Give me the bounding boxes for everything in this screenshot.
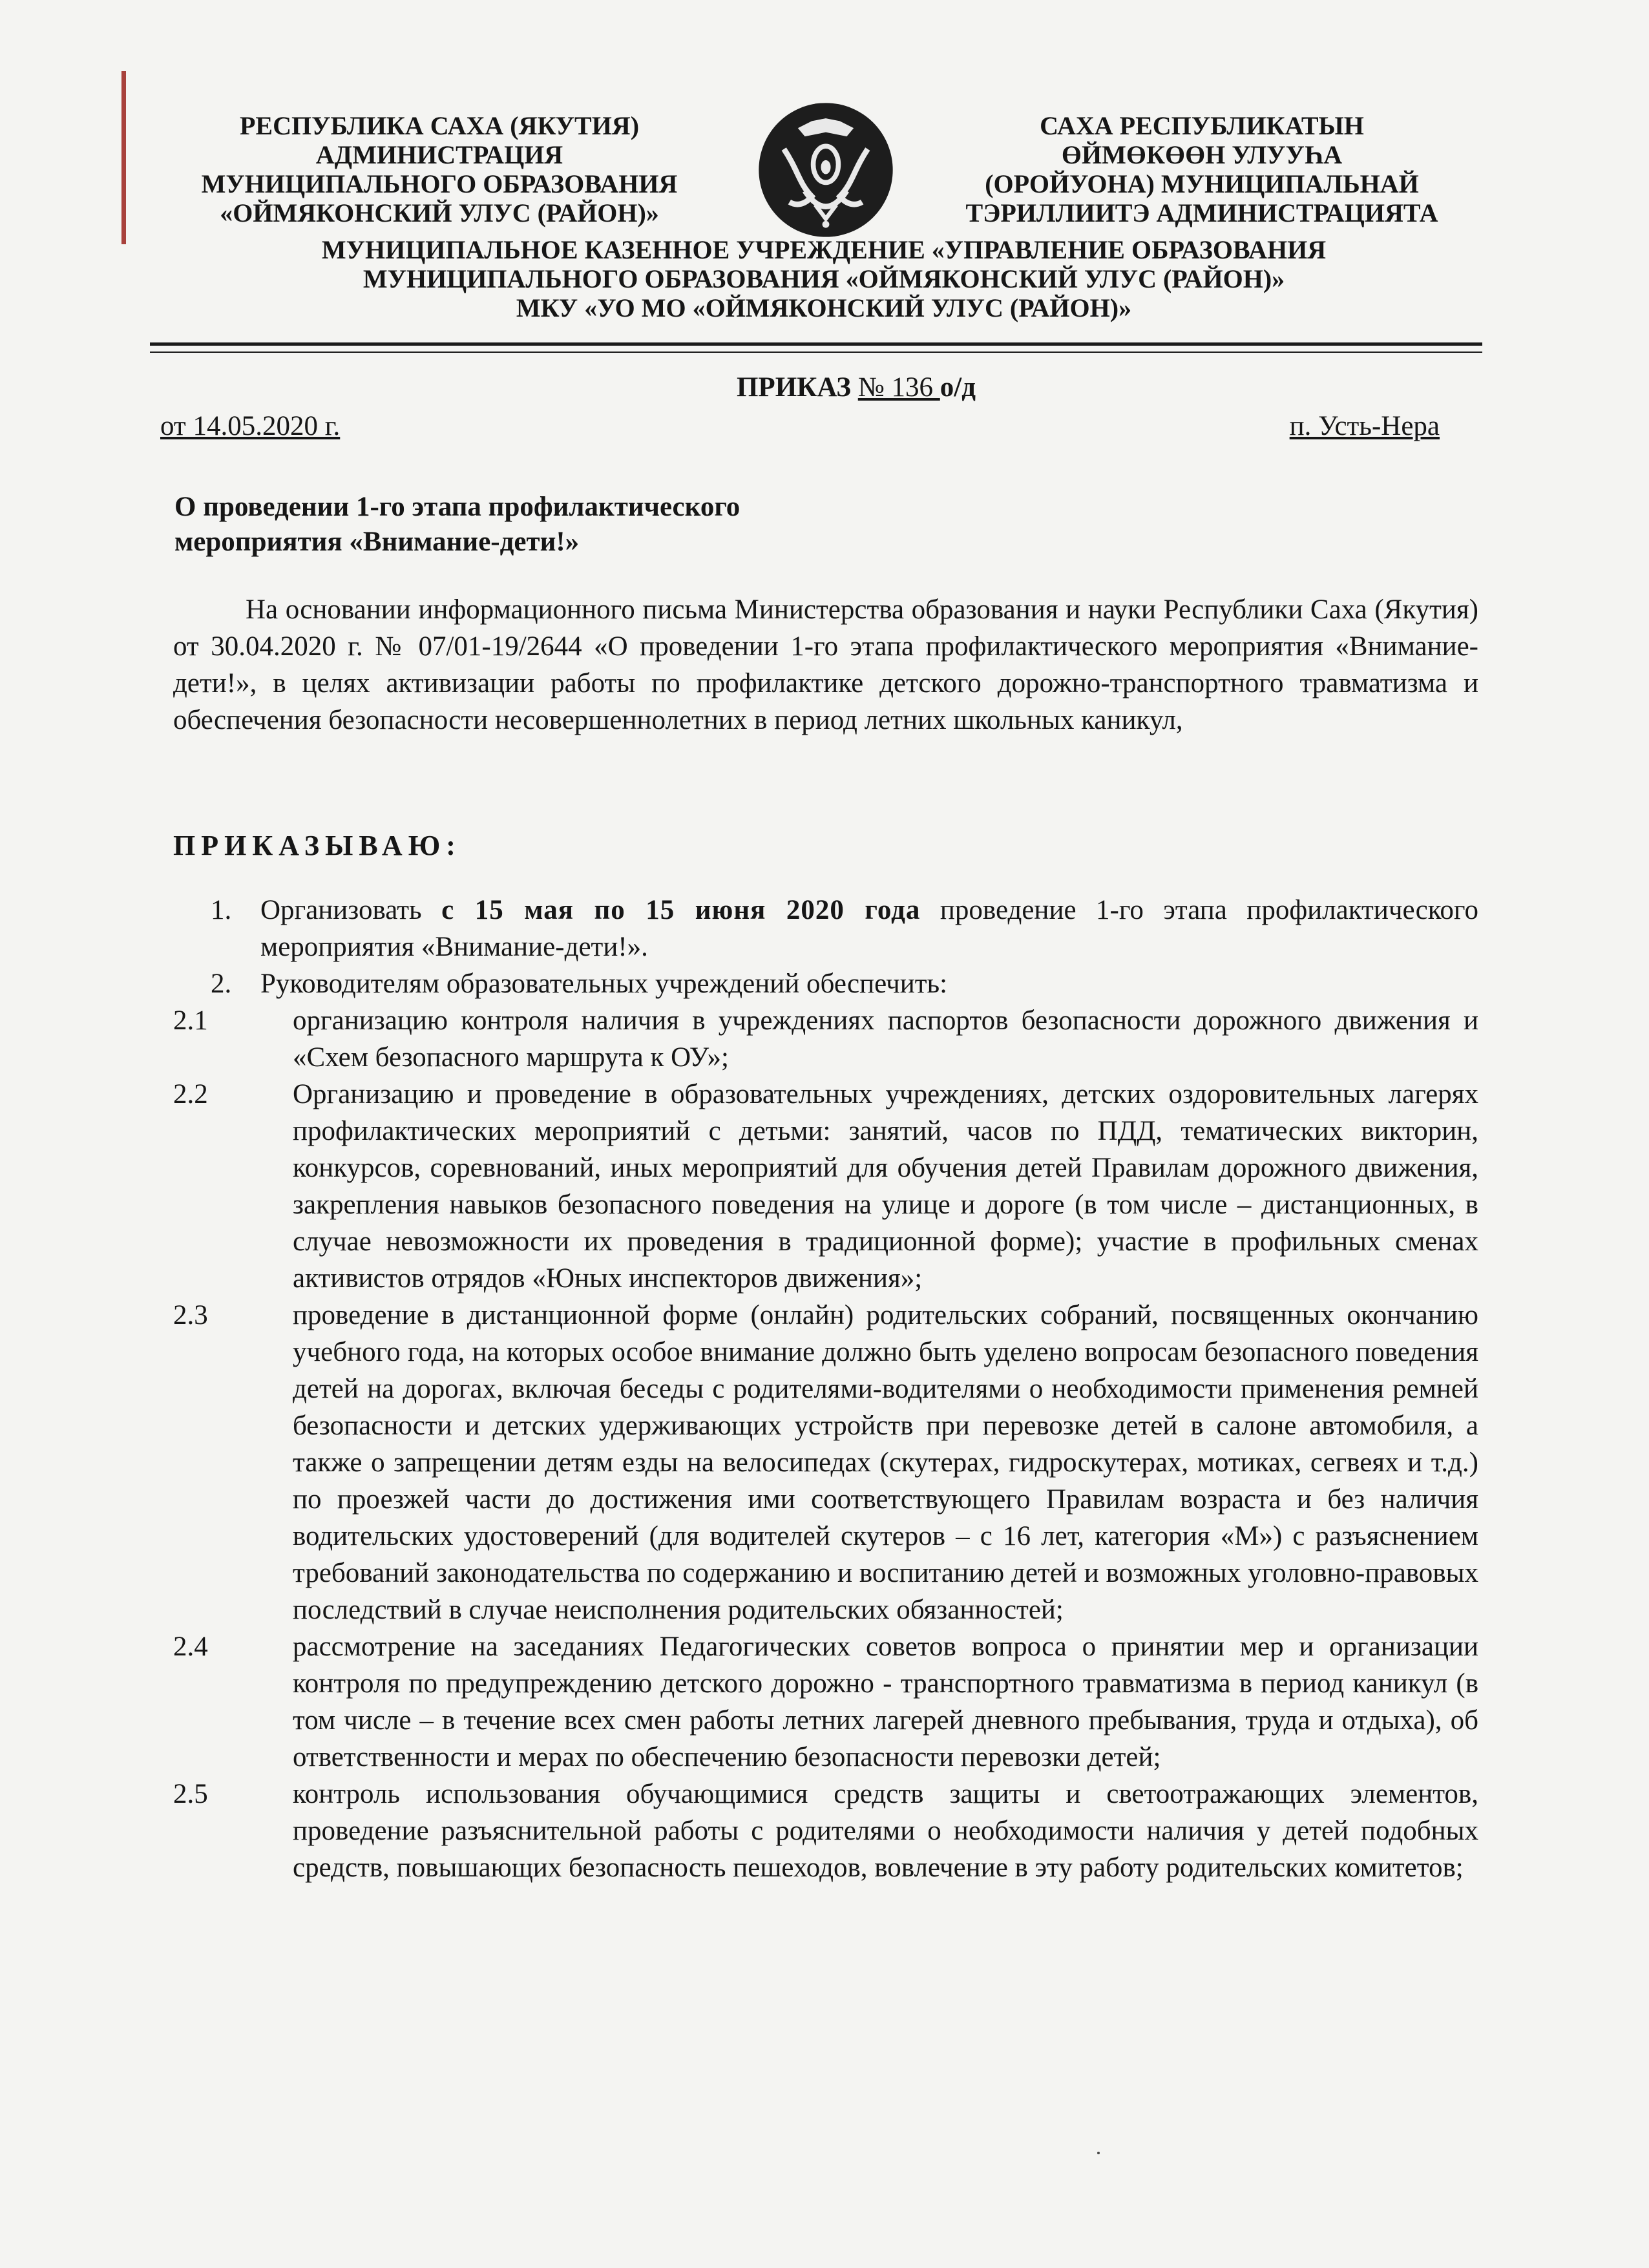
order-number: № 136	[857, 372, 940, 403]
header-left-line: МУНИЦИПАЛЬНОГО ОБРАЗОВАНИЯ	[201, 169, 678, 198]
sub-item-text: организацию контроля наличия в учреждениях паспортов безопасности дорожного движения и «Схем безопасного маршрута к ОУ»;	[293, 1005, 1478, 1073]
order-date	[160, 410, 340, 442]
header-institution	[162, 235, 1486, 322]
header-left	[165, 111, 714, 227]
sub-item-2-4	[173, 1628, 1478, 1776]
subject-line: О проведении 1-го этапа профилактического	[174, 492, 740, 522]
item-text-before: Организовать	[260, 895, 442, 925]
sub-item-2-3	[173, 1297, 1478, 1628]
order-date-value: от 14.05.2020 г.	[160, 411, 341, 441]
item-number: 1.	[211, 895, 232, 925]
header-right-line: ТЭРИЛЛИИТЭ АДМИНИСТРАЦИЯТА	[965, 198, 1438, 227]
item-number: 2.	[211, 969, 232, 999]
list-item-1	[173, 892, 1478, 965]
order-items	[173, 892, 1478, 1886]
scan-speck	[1097, 2152, 1100, 2154]
sub-item-text: рассмотрение на заседаниях Педагогических советов вопроса о принятии мер и организации контроля по предупреждению детского дорожно - транспортного травматизма в период каникул (в том числе – в течение всех смен работы летних лагерей дневного пребывания, труда и отдыха), об ответственности и мерах по обеспечению безопасности перевозки детей;	[293, 1632, 1478, 1772]
sub-item-text: проведение в дистанционной форме (онлайн) родительских собраний, посвященных окончанию учебного года, на которых особое внимание должно быть уделено вопросам безопасного поведения детей на дорогах, включая беседы с родителями-водителями о необходимости применения ремней безопасности и детских удерживающих устройств при перевозке детей в салоне автомобиля, а также о запрещении детям езды на велосипедах (скутерах, гидроскутерах, мотиках, сегвеях и т.д.) по проезжей части до достижения ими соответствующего Правилам возраста и без наличия водительских удостоверений (для водителей скутеров – с 16 лет, категория «М») с разъяснением требований законодательства по содержанию и воспитанию детей и возможных уголовно-правовых последствий в случае неисполнения родительских обязанностей;	[293, 1300, 1478, 1625]
margin-mark	[121, 71, 126, 244]
sub-item-number: 2.2	[173, 1079, 208, 1109]
item-text-bold: с 15 мая по 15 июня 2020 года	[441, 895, 921, 925]
list-item-2	[173, 965, 1478, 1002]
order-subject	[174, 490, 821, 560]
header-center-line: МУНИЦИПАЛЬНОГО ОБРАЗОВАНИЯ «ОЙМЯКОНСКИЙ УЛУС (РАЙОН)»	[362, 264, 1285, 293]
sub-item-text: Организацию и проведение в образовательных учреждениях, детских оздоровительных лагерях профилактических мероприятий с детьми: занятий, часов по ПДД, тематических викторин, конкурсов, соревнований, иных мероприятий для обучения детей Правилам дорожного движения, закрепления навыков безопасного поведения на улице и дороге (в том числе – дистанционных, в случае невозможности их проведения в традиционной форме); участие в профильных сменах активистов отрядов «Юных инспекторов движения»;	[293, 1079, 1478, 1294]
sub-item-text: контроль использования обучающимися средств защиты и светоотражающих элементов, проведение разъяснительной работы с родителями о необходимости наличия у детей подобных средств, повышающих безопасность пешеходов, вовлечение в эту работу родительских комитетов;	[293, 1779, 1478, 1883]
header-left-line: «ОЙМЯКОНСКИЙ УЛУС (РАЙОН)»	[220, 198, 659, 227]
header-left-line: АДМИНИСТРАЦИЯ	[315, 140, 563, 169]
header-right	[918, 111, 1486, 227]
header-rule-thin	[150, 352, 1482, 353]
sub-item-number: 2.5	[173, 1779, 208, 1809]
sub-item-2-1	[173, 1002, 1478, 1076]
order-word: ПРИКАЗ	[736, 372, 852, 403]
sub-item-number: 2.1	[173, 1005, 208, 1036]
subject-line: мероприятия «Внимание-дети!»	[174, 527, 580, 557]
orders-heading: ПРИКАЗЫВАЮ:	[173, 830, 461, 861]
header-right-line: (ОРОЙУОНА) МУНИЦИПАЛЬНАЙ	[985, 169, 1419, 198]
header-rule-thick	[150, 342, 1482, 346]
header-left-line: РЕСПУБЛИКА САХА (ЯКУТИЯ)	[239, 111, 640, 140]
sub-item-2-2	[173, 1076, 1478, 1297]
order-title	[646, 372, 1066, 403]
coat-of-arms-icon	[756, 100, 896, 240]
sub-item-number: 2.4	[173, 1632, 208, 1662]
header-right-line: САХА РЕСПУБЛИКАТЫН	[1040, 111, 1364, 140]
sub-item-number: 2.3	[173, 1300, 208, 1330]
item-text-after: проведение 1-го этапа профилактического мероприятия «Внимание-дети!».	[260, 895, 1478, 962]
sub-item-2-5	[173, 1776, 1478, 1886]
item-text: Руководителям образовательных учреждений обеспечить:	[260, 969, 948, 999]
order-place: п. Усть-Нера	[1289, 411, 1440, 441]
preamble-paragraph: На основании информационного письма Министерства образования и науки Республики Саха (Якутия) от 30.04.2020 г. № 07/01-19/2644 «О проведении 1-го этапа профилактического мероприятия «Внимание-дети!», в целях активизации работы по профилактике детского дорожно-транспортного травматизма и обеспечения безопасности несовершеннолетних в период летних школьных каникул,	[173, 594, 1478, 735]
header-right-line: ӨЙМӨКӨӨН УЛУУҺА	[1061, 140, 1343, 169]
order-suffix: о/д	[940, 372, 976, 403]
header-center-line: МУНИЦИПАЛЬНОЕ КАЗЕННОЕ УЧРЕЖДЕНИЕ «УПРАВЛЕНИЕ ОБРАЗОВАНИЯ	[321, 235, 1327, 264]
header-center-line: МКУ «УО МО «ОЙМЯКОНСКИЙ УЛУС (РАЙОН)»	[516, 293, 1132, 322]
